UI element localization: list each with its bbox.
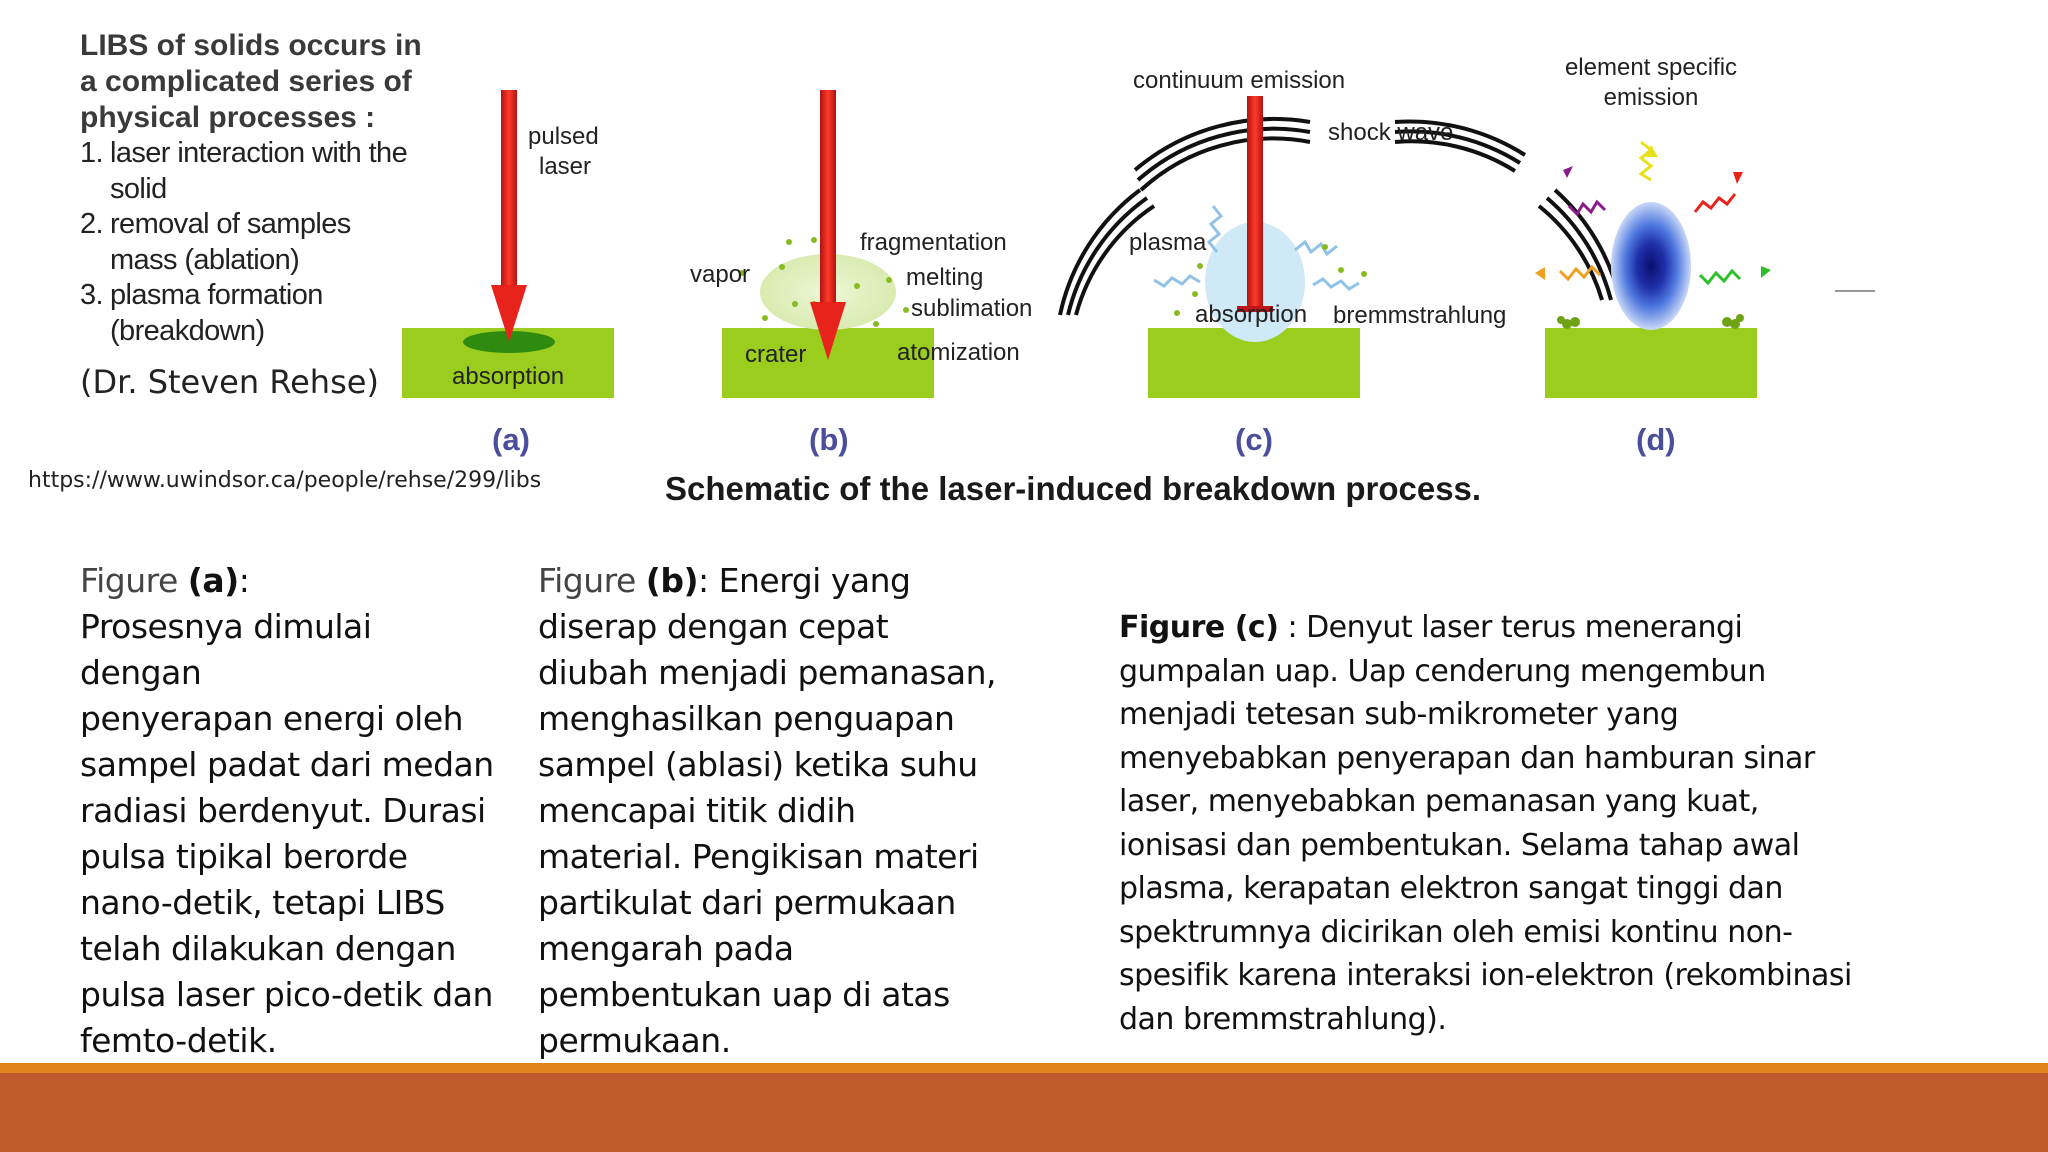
process-item-text: mass (ablation) [110, 243, 300, 276]
process-item-number: 2. [80, 208, 103, 240]
label-fragmentation: fragmentation [860, 229, 1007, 256]
text-line: gumpalan uap. Uap cenderung mengembun [1119, 653, 1766, 689]
process-item-text: solid [110, 172, 167, 205]
label-bremmstrahlung: bremmstrahlung [1333, 302, 1507, 329]
text-line: mengarah pada [538, 929, 794, 968]
text-line: menyebabkan penyerapan dan hamburan sinar [1119, 740, 1815, 776]
label-element-specific: element specific [1564, 54, 1738, 81]
figure-c-description [1119, 606, 1909, 1041]
text-line: diubah menjadi pemanasan, [538, 653, 997, 692]
libs-process-diagram [395, 30, 1895, 500]
laser-beam [820, 90, 836, 325]
text-line: Prosesnya dimulai dengan [80, 607, 372, 692]
text-line: femto-detik. [80, 1021, 277, 1060]
intro-title-line: LIBS of solids occurs in [80, 29, 422, 62]
figure-label: (b) [645, 561, 699, 600]
text-line: penyerapan energi oleh [80, 699, 464, 738]
figure-label: Figure (c) [1119, 610, 1279, 645]
panel-label-b: (b) [809, 422, 849, 457]
figure-c-heading [1119, 606, 1909, 650]
text-line: material. Pengikisan materi [538, 837, 979, 876]
text-line: sampel (ablasi) ketika suhu [538, 745, 978, 784]
text-line: laser, menyebabkan pemanasan yang kuat, [1119, 784, 1759, 819]
text-line: menghasilkan penguapan [538, 699, 955, 738]
intro-title-line: physical processes : [80, 101, 376, 134]
label-laser: laser [539, 153, 592, 180]
laser-beam [501, 90, 517, 305]
label-melting: melting [906, 264, 984, 291]
panel-label-d: (d) [1636, 422, 1676, 457]
figure-label: (a) [187, 561, 239, 600]
text-line: plasma, kerapatan elektron sangat tinggi dan [1119, 871, 1783, 906]
panel-a [402, 90, 614, 457]
text-line: menjadi tetesan sub-mikrometer yang [1119, 697, 1679, 732]
text-line: nano-detik, tetapi LIBS [80, 883, 445, 922]
text-line: pulsa tipikal berorde [80, 837, 408, 876]
diagram-caption: Schematic of the laser-induced breakdown process. [665, 470, 1482, 507]
figure-a-description [80, 558, 500, 1064]
figure-a-heading [80, 558, 500, 604]
shock-wave-arcs [1060, 119, 1620, 315]
panel-label-c: (c) [1235, 422, 1273, 457]
figure-word: Figure [538, 561, 646, 600]
label-absorption-c: absorption [1195, 301, 1308, 328]
label-plasma: plasma [1129, 229, 1207, 256]
figure-b-heading [538, 558, 1008, 604]
text-line: ionisasi dan pembentukan. Selama tahap awal [1119, 827, 1800, 863]
intro-title-line: a complicated series of [80, 65, 412, 98]
author-credit: (Dr. Steven Rehse) [80, 363, 379, 401]
footer-accent-stripe [0, 1063, 2048, 1073]
panel-d [1535, 54, 1771, 457]
label-vapor: vapor [690, 261, 751, 288]
process-item-text: (breakdown) [110, 314, 265, 347]
label-crater: crater [745, 341, 807, 368]
panel-label-a: (a) [492, 422, 530, 457]
figure-lead: : Denyut laser terus menerangi [1278, 610, 1743, 645]
panel-c [1060, 67, 1620, 457]
footer-band [0, 1073, 2048, 1152]
label-continuum-emission: continuum emission [1133, 67, 1346, 94]
sample-substrate [1545, 328, 1757, 398]
process-item-text: plasma formation [110, 279, 323, 311]
text-line: permukaan. [538, 1021, 731, 1060]
plasma-plume [1611, 202, 1691, 330]
text-line: spesifik karena interaksi ion-elektron (rekombinasi [1119, 958, 1852, 993]
figure-b-description [538, 558, 1008, 1064]
text-line: radiasi berdenyut. Durasi [80, 791, 486, 830]
process-item-number: 1. [80, 137, 103, 169]
text-line: diserap dengan cepat [538, 607, 889, 646]
figure-word: Figure [80, 561, 188, 600]
text-line: partikulat dari permukaan [538, 883, 956, 922]
process-item-text: removal of samples [110, 208, 351, 240]
text-line: pulsa laser pico-detik dan [80, 975, 493, 1014]
source-url: https://www.uwindsor.ca/people/rehse/299/libs [28, 468, 542, 493]
label-atomization: atomization [897, 339, 1020, 366]
label-shock-wave: shock wave [1328, 119, 1454, 146]
process-item-text: laser interaction with the [110, 137, 408, 169]
text-line: dan bremmstrahlung). [1119, 1001, 1447, 1037]
text-line: spektrumnya dicirikan oleh emisi kontinu non- [1119, 914, 1793, 950]
text-line: mencapai titik didih [538, 791, 856, 830]
text-line: sampel padat dari medan [80, 745, 494, 784]
panel-b [690, 90, 1032, 457]
text-line: telah dilakukan dengan [80, 929, 456, 968]
text-line: pembentukan uap di atas [538, 975, 950, 1014]
figure-colon: : [238, 561, 250, 600]
process-item-number: 3. [80, 279, 103, 311]
label-emission: emission [1603, 84, 1699, 111]
label-pulsed: pulsed [528, 123, 599, 150]
label-sublimation: sublimation [911, 295, 1033, 322]
laser-beam [1247, 96, 1263, 308]
figure-lead: : Energi yang [698, 561, 911, 600]
label-absorption-a: absorption [452, 363, 565, 390]
